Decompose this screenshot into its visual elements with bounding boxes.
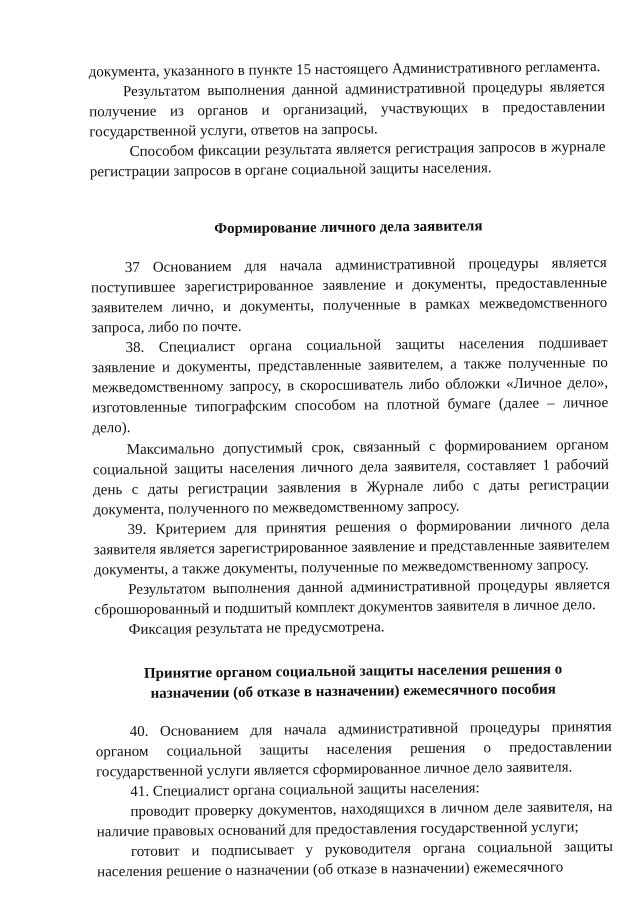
paragraph-38: 38. Специалист органа социальной защиты населения подшивает заявление и документы, представленные заявителем, а также полученные по межведомственному запросу, в скоросшиватель либо обложки «Личное дело», изготовленные типографским способом на плотной бумаге (далее – личное дело). [91, 335, 609, 437]
paragraph-result-requests: Результатом выполнения данной административной процедуры является получение из органов и организаций, участвующих в предоставлении государственной услуги, ответов на запросы. [89, 79, 606, 141]
paragraph-fixation-requests: Способом фиксации результата является регистрация запросов в журнале регистрации запросов в органе социальной защиты населения. [89, 139, 606, 181]
paragraph-continuation: документа, указанного в пункте 15 настоящего Административного регламента. [88, 59, 601, 81]
paragraph-prepare-decision: готовит и подписывает у руководителя органа социальной защиты населения решение о назначении (об отказе в назначении) ежемесячного [97, 838, 613, 881]
section-heading-decision-line2: назначении (об отказе в назначении) ежемесячного пособия [150, 681, 556, 702]
paragraph-check-documents: проводит проверку документов, находящихся в личном деле заявителя, на наличие правовых оснований для предоставления государственной услуги; [96, 798, 613, 841]
paragraph-fixation-none: Фиксация результата не предусмотрена. [128, 619, 385, 639]
section-heading-decision-line1: Принятие органом социальной защиты населения решения о [143, 661, 563, 682]
section-heading-personal-file: Формирование личного дела заявителя [214, 218, 483, 238]
paragraph-40: 40. Основанием для начала административной процедуры принятия органом социальной защиты населения решения о предоставлении государственной услуги является сформированное личное дело заявителя. [95, 718, 612, 781]
paragraph-37: 37 Основанием для начала административной процедуры является поступившее зарегистрированное заявление и документы, предоставленные заявителем лично, и документы, полученные в рамках межведомственного запроса, либо по почте. [90, 255, 608, 337]
section-heading-decision [95, 659, 611, 704]
paragraph-max-term: Максимально допустимый срок, связанный с формированием органом социальной защиты населения личного дела заявителя, составляет 1 рабочий день с даты регистрации заявления в Журнале либо с даты регистрации документа, полученного по межведомственному запросу. [92, 437, 610, 519]
paragraph-result-file: Результатом выполнения данной административной процедуры является сброшюрованный и подшитый комплект документов заявителя в личное дело. [94, 576, 611, 619]
paragraph-41: 41. Специалист органа социальной защиты населения: [130, 780, 480, 801]
paragraph-39: 39. Критерием для принятия решения о формировании личного дела заявителя является зарегистрированное заявление и представленные заявителем документы, а также документы, полученные по межведомственному запросу. [93, 516, 610, 579]
